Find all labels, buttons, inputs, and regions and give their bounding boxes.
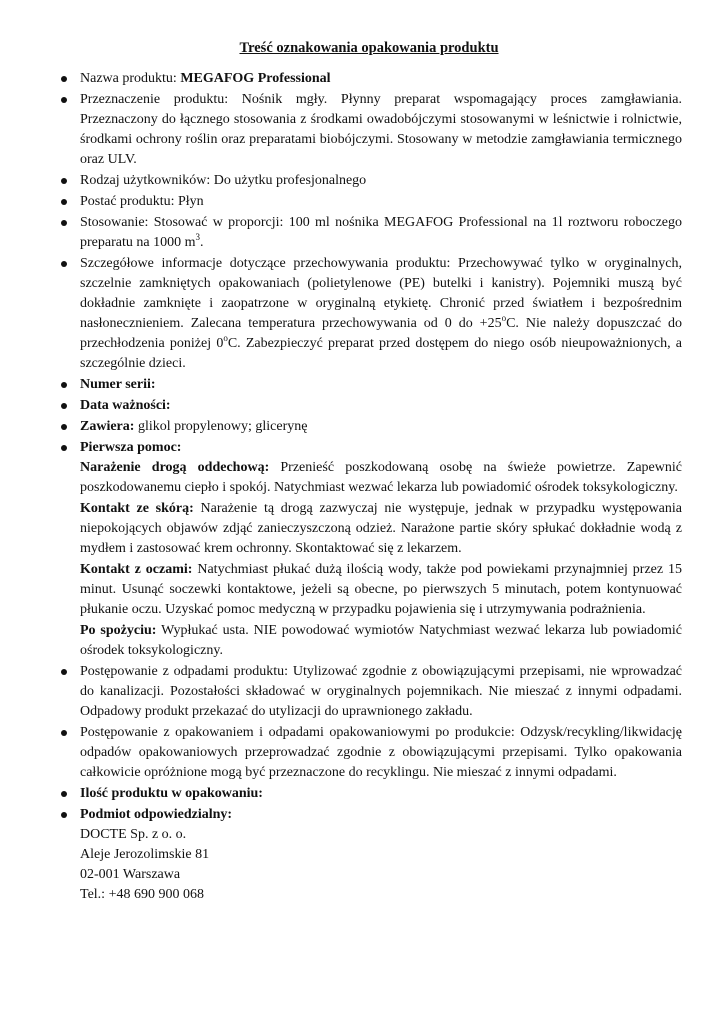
user-type-text: Rodzaj użytkowników: Do użytku profesjonalnego	[80, 173, 367, 188]
company-city: 02-001 Warszawa	[80, 867, 181, 882]
eye-contact-text: Natychmiast płukać dużą ilością wody, także pod powiekami przynajmniej przez 15 minut. Usunąć soczewki kontaktowe, jeżeli są obecne, po pierwszych 5 minutach, potem kontynuować płukanie oczu. Uzyskać pomoc medyczną w przypadku pojawienia się i utrzymywania podrażnienia.	[80, 562, 682, 617]
item-first-aid	[60, 438, 682, 661]
label-items-list	[60, 69, 682, 905]
item-purpose	[60, 90, 682, 170]
company-phone: Tel.: +48 690 900 068	[80, 887, 204, 902]
company-name: DOCTE Sp. z o. o.	[80, 827, 187, 842]
usage-text: Stosowanie: Stosować w proporcji: 100 ml nośnika MEGAFOG Professional na 1l roztworu roboczego preparatu na 1000 m	[80, 215, 682, 250]
item-expiry-date	[60, 396, 682, 416]
skin-contact-text: Narażenie tą drogą zazwyczaj nie występuje, jednak w przypadku występowania niepokojących objawów zdjąć zanieczyszczoną odzież. Narażone partie skóry spłukać dokładnie wodą z mydłem i zastosować krem ochronny. Skontaktować się z lekarzem.	[80, 501, 682, 556]
product-name-value: MEGAFOG Professional	[180, 71, 331, 86]
storage-text-3: C. Zabezpieczyć preparat przed dostępem do niego osób nieupoważnionych, a szczególnie dzieci.	[80, 336, 682, 371]
responsible-entity-address	[80, 825, 682, 905]
usage-superscript: 3	[195, 232, 200, 242]
first-aid-inhalation	[80, 458, 682, 498]
storage-text-1: Szczegółowe informacje dotyczące przechowywania produktu: Przechowywać tylko w oryginalnych, szczelnie zamkniętych opakowaniach (polietylenowe (PE) butelki i kanistry). Pojemniki muszą być dokładnie zamknięte i zaopatrzone w oryginalną etykietę. Chronić przed światłem i bezpośrednim nasłonecznieniem. Zalecana temperatura przechowywania od 0 do +25	[80, 256, 682, 331]
ingestion-label: Po spożyciu:	[80, 623, 157, 638]
first-aid-skin	[80, 499, 682, 559]
ingestion-text: Wypłukać usta. NIE powodować wymiotów Natychmiast wezwać lekarza lub powiadomić ośrodek toksykologiczny.	[80, 623, 682, 658]
responsible-entity-label: Podmiot odpowiedzialny:	[80, 807, 233, 822]
item-contains	[60, 417, 682, 437]
item-storage	[60, 254, 682, 374]
item-form	[60, 192, 682, 212]
item-user-type	[60, 171, 682, 191]
storage-degree-1: o	[501, 313, 507, 323]
contains-value: glikol propylenowy; glicerynę	[134, 419, 308, 434]
storage-text-2: C. Nie należy dopuszczać do przechłodzenia poniżej 0	[80, 316, 682, 351]
form-text: Postać produktu: Płyn	[80, 194, 204, 209]
item-waste-packaging	[60, 723, 682, 783]
item-quantity	[60, 784, 682, 804]
document-title: Treść oznakowania opakowania produktu	[239, 40, 499, 56]
first-aid-label: Pierwsza pomoc:	[80, 440, 182, 455]
item-usage	[60, 213, 682, 253]
storage-degree-2: o	[223, 333, 228, 343]
skin-contact-label: Kontakt ze skórą:	[80, 501, 194, 516]
waste-product-text: Postępowanie z odpadami produktu: Utylizować zgodnie z obowiązującymi przepisami, nie wprowadzać do kanalizacji. Pozostałości składować w oryginalnych pojemnikach. Nie mieszać z innymi odpadami. Odpadowy produkt przekazać do utylizacji do uprawnionego zakładu.	[80, 664, 682, 719]
first-aid-ingestion	[80, 621, 682, 661]
eye-contact-label: Kontakt z oczami:	[80, 562, 193, 577]
contains-label: Zawiera:	[80, 419, 135, 434]
quantity-label: Ilość produktu w opakowaniu:	[80, 786, 263, 801]
inhalation-label: Narażenie drogą oddechową:	[80, 460, 270, 475]
inhalation-text: Przenieść poszkodowaną osobę na świeże powietrze. Zapewnić poszkodowanemu ciepło i spokój. Natychmiast wezwać lekarza lub powiadomić ośrodek toksykologiczny.	[80, 460, 682, 495]
waste-packaging-text: Postępowanie z opakowaniem i odpadami opakowaniowymi po produkcie: Odzysk/recykling/likwidację odpadów opakowaniowych przeprowadzać zgodnie z obowiązującymi przepisami. Tylko opakowania całkowicie opróżnione mogą być przeznaczone do recyklingu. Nie mieszać z innymi odpadami.	[80, 725, 682, 780]
product-name-label: Nazwa produktu:	[80, 71, 181, 86]
item-waste-product	[60, 662, 682, 722]
usage-text-end: .	[199, 235, 204, 250]
item-responsible-entity	[60, 805, 682, 905]
company-street: Aleje Jerozolimskie 81	[80, 847, 210, 862]
expiry-date-label: Data ważności:	[80, 398, 171, 413]
item-product-name	[60, 69, 682, 89]
item-batch-number	[60, 375, 682, 395]
batch-number-label: Numer serii:	[80, 377, 156, 392]
first-aid-eyes	[80, 560, 682, 620]
purpose-text: Przeznaczenie produktu: Nośnik mgły. Płynny preparat wspomagający proces zamgławiania. Przeznaczony do łącznego stosowania z środkami owadobójczymi stosowanymi w leśnictwie i rolnictwie, środkami ochrony roślin oraz preparatami biobójczymi. Stosowany w metodzie zamgławiania termicznego oraz ULV.	[80, 92, 682, 167]
